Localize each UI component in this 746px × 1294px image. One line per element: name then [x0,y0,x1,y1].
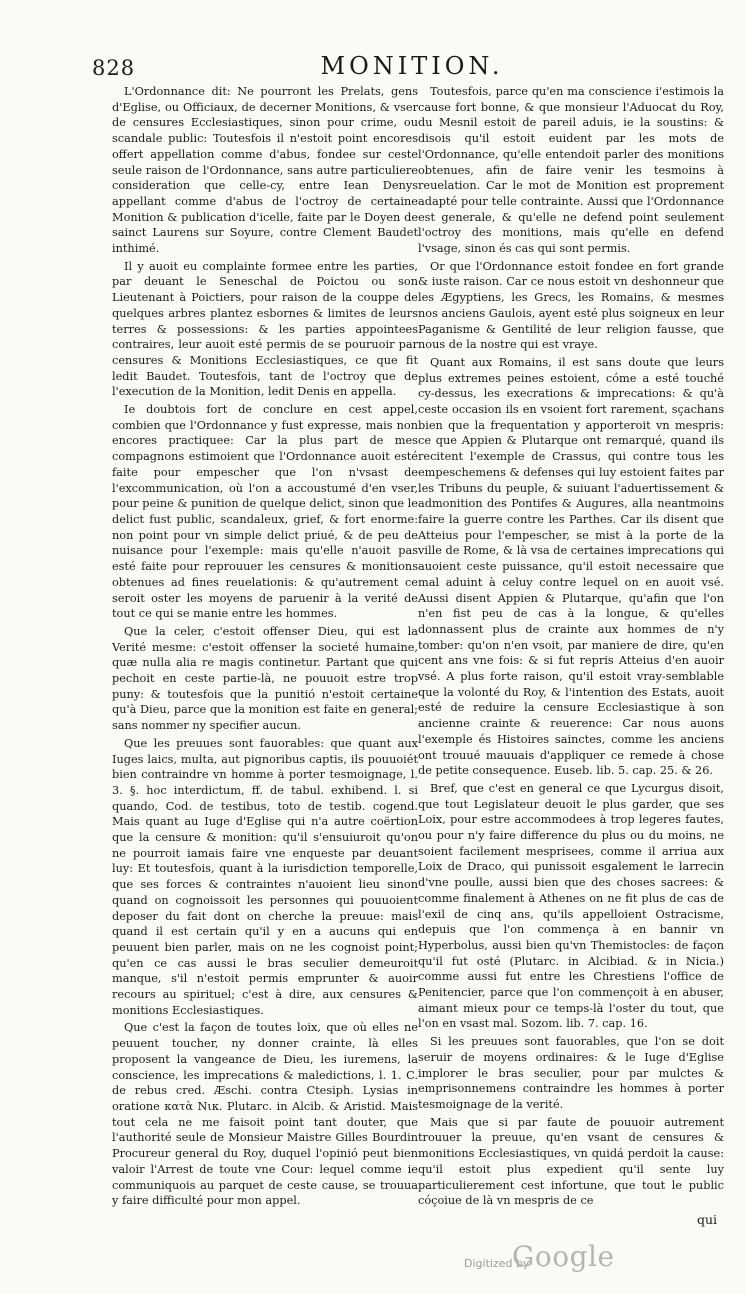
paragraph: Que la celer, c'estoit offenser Dieu, qui est la Verité mesme: c'estoit offenser la societé humaine, quæ nulla alia re magis continetur. Partant que qui pechoit en ceste partie-là, ne pouuoit estre trop puny: & toutesfois que la punitió n'estoit certaine qu'à Dieu, parce que la monition est faite en general; sans nommer ny specifier aucun. [112,624,418,733]
google-logo: Google [512,1240,615,1273]
left-column [112,84,418,1211]
paragraph: Il y auoit eu complainte formee entre les parties, par deuant le Seneschal de Poictou ou son Lieutenant à Poictiers, pour raison de la couppe de quelques arbres plantez esbornes & limites de leurs terres & possessions: & les parties appointees contraires, leur auoit esté permis de se pouruoir par censures & Monitions Ecclesiastiques, ce que fit ledit Baudet. Toutesfois, tant de l'octroy que de l'execution de la Monition, ledit Denis en appella. [112,259,418,399]
paragraph: Mais que si par faute de pouuoir autrement trouuer la preuue, qu'en vsant de censures & monitions Ecclesiastiques, vn quidá perdoit la cause: qu'il estoit plus expedient qu'il sente luy particulierement cest infortune, que tout le public cóçoiue de là vn mespris de ce [418,1115,724,1208]
catchword: qui [697,1212,718,1227]
page-number: 828 [92,56,136,80]
paragraph: Que c'est la façon de toutes loix, que où elles ne peuuent toucher, ny donner crainte, là elles proposent la vangeance de Dieu, les iuremens, la conscience, les imprecations & maledictions, l. 1. C. de rebus cred. Æschi. contra Ctesiph. Lysias in oratione κατὰ Νικ. Plutarc. in Alcib. & Aristid. Mais tout cela ne me faisoit point tant douter, que l'authorité seule de Monsieur Maistre Gilles Bourdin Procureur general du Roy, duquel l'opinió peut bien valoir l'Arrest de toute vne Cour: lequel comme ie communiquois au parquet de ceste cause, se trouua y faire difficulté pour mon appel. [112,1021,418,1208]
google-watermark [464,1240,664,1280]
paragraph: Toutesfois, parce qu'en ma conscience i'estimois la cause fort bonne, & que monsieur l'Aduocat du Roy, du Mesnil estoit de pareil aduis, ie la soustins: & disois qu'il estoit euident par les mots de l'Ordonnance, qu'elle entendoit parler des monitions obtenues, afin de faire venir les tesmoins à reuelation. Car le mot de Monition est proprement adapté pour telle contrainte. Aussi que l'Ordonnance est generale, & qu'elle ne defend point seulement l'octroy des monitions, mais qu'elle en defend l'vsage, sinon és cas qui sont permis. [418,85,724,256]
paragraph: Or que l'Ordonnance estoit fondee en fort grande & iuste raison. Car ce nous estoit vn deshonneur que les Ægyptiens, les Grecs, les Romains, & mesmes nos anciens Gaulois, ayent esté plus soigneux en leur Paganisme & Gentilité de leur religion fausse, que nous de la nostre qui est vraye. [418,259,724,352]
paragraph: Si les preuues sont fauorables, que l'on se doit seruir de moyens ordinaires: & le Iuge d'Eglise implorer le bras seculier, pour par mulctes & emprisonnemens contraindre les hommes à porter tesmoignage de la verité. [418,1035,724,1111]
watermark-prefix: Digitized by [464,1257,530,1270]
paragraph: Que les preuues sont fauorables: que quant aux Iuges laics, multa, aut pignoribus captis, ils pouuoiét bien contraindre vn homme à porter tesmoignage, l. 3. §. hoc interdictum, ff. de tabul. exhibend. l. si quando, Cod. de testibus, toto de testib. cogend. Mais quant au Iuge d'Eglise qui n'a autre coërtion que la censure & monition: qu'il s'ensuiuroit qu'on ne pourroit iamais faire vne enqueste par deuant luy: Et toutesfois, quant à la iurisdiction temporelle, que ses forces & contraintes n'auoient lieu sinon quand on cognoissoit les personnes qui pouuoient deposer du fait dont on cherche la preuue: mais quand il est certain qu'il y en a aucuns qui en peuuent bien parler, mais on ne les cognoist point; qu'en ce cas aussi le bras seculier demeuroit manque, s'il n'estoit permis emprunter & auoir recours au spirituel; c'est à dire, aux censures & monitions Ecclesiastiques. [112,736,418,1017]
paragraph: Quant aux Romains, il est sans doute que leurs plus extremes peines estoient, cóme a esté touché cy-dessus, les execrations & imprecations: & qu'à ceste occasion ils en vsoient fort rarement, sçachans bien que la frequentation y apporteroit vn mespris: ce que Appien & Plutarque ont remarqué, quand ils recitent l'exemple de Crassus, qui contre tous les empeschemens & defenses qui luy estoient faites par les Tribuns du peuple, & suiuant l'aduertissement & admonition des Pontifes & Augures, alla neantmoins faire la guerre contre les Parthes. Car ils disent que Atteius pour l'empescher, se mist à la porte de la ville de Rome, & là vsa de certaines imprecations qui auoient ceste puissance, qu'il estoit necessaire que mal aduint à celuy contre lequel on en auoit vsé. Aussi disent Appien & Plutarque, qu'afin que l'on n'en fist peu de cas à la longue, & qu'elles donnassent plus de crainte aux hommes de n'y tomber: qu'on n'en vsoit, par maniere de dire, qu'en cent ans vne fois: & si fut repris Atteius d'en auoir vsé. A plus forte raison, qu'il estoit vray-semblable que la volonté du Roy, & l'intention des Estats, auoit esté de reduire la censure Ecclesiastique à son ancienne crainte & reuerence: Car nous auons l'exemple és Histoires sainctes, comme les anciens ont trouué mauuais d'appliquer ce remede à chose de petite consequence. Euseb. lib. 5. cap. 25. & 26. [418,355,724,778]
paragraph: Bref, que c'est en general ce que Lycurgus disoit, que tout Legislateur deuoit le plus garder, que ses Loix, pour estre accommodees à trop legeres fautes, ou pour n'y faire difference du plus ou du moins, ne soient facilement mesprisees, comme il arriua aux Loix de Draco, qui punissoit esgalement le larrecin d'vne poulle, aussi bien que des choses sacrees: & comme finalement à Athenes on ne fit plus de cas de l'exil de cinq ans, qu'ils appelloient Ostracisme, depuis que l'on commença à en bannir vn Hyperbolus, aussi bien qu'vn Themistocles: de façon qu'il fut osté (Plutarc. in Alcibiad. & in Nicia.) comme aussi fut entre les Chrestiens l'office de Penitencier, parce que l'on commençoit à en abuser, aimant mieux pour ce temps-là l'oster du tout, que l'on en vsast mal. Sozom. lib. 7. cap. 16. [418,781,724,1031]
paragraph: Ie doubtois fort de conclure en cest appel, combien que l'Ordonnance y fust expresse, mais non encores practiquee: Car la plus part de mes compagnons estimoient que l'Ordonnance auoit esté faite pour empescher que l'on n'vsast de l'excommunication, où l'on a accoustumé d'en vser, pour peine & punition de quelque delict, sinon que le delict fust public, scandaleux, grief, & fort enorme: non point pour vn simple delict priué, & de peu de nuisance pour l'exemple: mais qu'elle n'auoit pas esté faite pour reprouuer les censures & monitions obtenues ad fines reuelationis: & qu'autrement ce seroit oster les moyens de paruenir à la verité de tout ce qui se manie entre les hommes. [112,403,418,621]
running-title: MONITION. [320,52,504,80]
paragraph: L'Ordonnance dit: Ne pourront les Prelats, gens d'Eglise, ou Officiaux, de decerner Monitions, & vser de censures Ecclesiastiques, sinon pour crime, ou scandale public: Toutesfois il n'estoit point encores offert appellation comme d'abus, fondee sur ceste seule raison de l'Ordonnance, sans autre particuliere consideration que celle-cy, entre Iean Denys appellant comme d'abus de l'octroy de certaine Monition & publication d'icelle, faite par le Doyen de sainct Laurens sur Soyure, contre Clement Baudet inthimé. [112,85,418,256]
right-column [418,84,724,1211]
page-header [92,52,732,86]
